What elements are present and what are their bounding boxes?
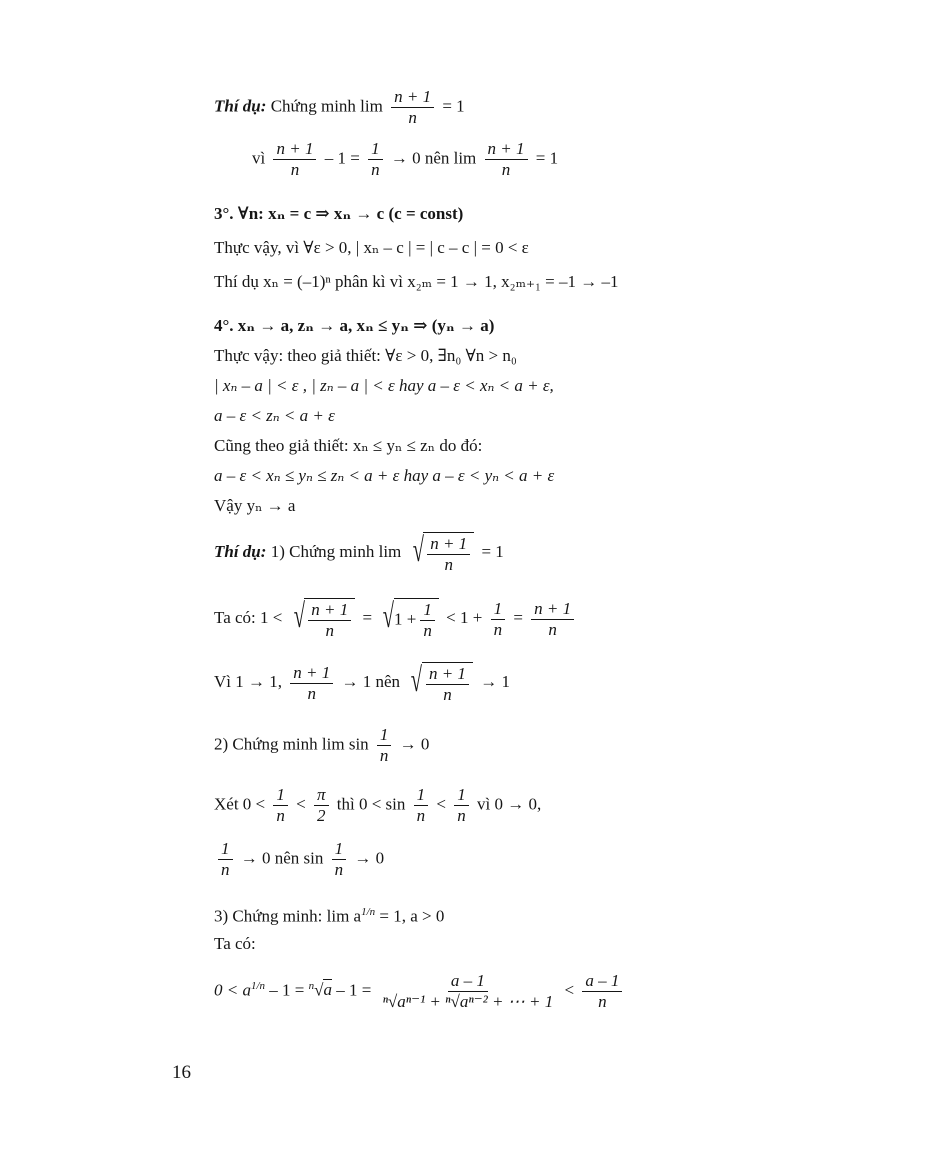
numerator: a – 1 bbox=[582, 972, 622, 992]
example-text: 1) Chứng minh lim bbox=[270, 541, 402, 561]
one-plus: 1 + bbox=[394, 609, 417, 629]
page-number: 16 bbox=[172, 1062, 191, 1083]
numerator: n + 1 bbox=[426, 665, 469, 685]
numerator: n + 1 bbox=[290, 664, 333, 684]
numerator: 1 bbox=[414, 786, 429, 806]
denominator: n bbox=[493, 619, 503, 639]
numerator: 1 bbox=[368, 140, 383, 160]
example-root-statement bbox=[214, 902, 444, 927]
radical-sign-icon: √ bbox=[293, 598, 305, 635]
rhs: = 1 bbox=[481, 541, 504, 561]
property-4-line-2: | xₙ – a | < ε , | zₙ – a | < ε hay a – ε < xₙ < a + ε, bbox=[214, 376, 554, 395]
rhs: = 1, a > 0 bbox=[379, 906, 445, 926]
vi-text: vì bbox=[252, 148, 266, 168]
denominator: n bbox=[501, 160, 511, 179]
text: → 0 nên sin bbox=[240, 848, 324, 868]
denominator: n bbox=[423, 621, 432, 640]
equals: = bbox=[362, 607, 373, 627]
rhs: = 1 bbox=[535, 148, 559, 168]
property-3-line-2: Thí dụ xₙ = (–1)ⁿ phân kì vì x₂ₘ = 1 → 1, x₂ₘ₊₁ = –1 → –1 bbox=[214, 272, 619, 291]
fraction bbox=[368, 140, 383, 179]
numerator: 1 bbox=[420, 601, 435, 621]
numerator: 1 bbox=[273, 786, 288, 806]
rhs: → 0 bbox=[399, 734, 430, 754]
denominator: n bbox=[307, 683, 316, 703]
fraction bbox=[391, 88, 434, 127]
text: thì 0 < sin bbox=[336, 794, 406, 814]
denominator: n bbox=[276, 806, 285, 825]
taco-text: Ta có: 1 < bbox=[214, 607, 283, 627]
numerator: 1 bbox=[332, 840, 347, 860]
fraction bbox=[485, 140, 528, 179]
equals: = bbox=[513, 607, 523, 627]
fraction bbox=[454, 786, 469, 825]
radicand: a bbox=[323, 980, 332, 1000]
denominator: n bbox=[379, 746, 389, 765]
denominator: n bbox=[221, 860, 230, 879]
square-root bbox=[409, 532, 475, 574]
denominator: n bbox=[443, 685, 452, 704]
fraction bbox=[491, 600, 506, 639]
fraction bbox=[420, 601, 435, 640]
text: – 1 = bbox=[336, 980, 372, 1000]
fraction bbox=[332, 840, 347, 879]
mid-text: – 1 = bbox=[324, 148, 360, 168]
numerator: n + 1 bbox=[308, 601, 351, 621]
example-2-statement bbox=[214, 532, 504, 574]
fraction bbox=[308, 601, 351, 640]
text: Xét 0 < bbox=[214, 794, 266, 814]
rhs: = 1 bbox=[442, 96, 465, 116]
text: Vì 1 → 1, bbox=[214, 671, 282, 691]
root-proof-formula bbox=[214, 972, 626, 1011]
numerator: n + 1 bbox=[531, 600, 574, 620]
property-4-heading: 4°. xₙ → a, zₙ → a, xₙ ≤ yₙ ⇒ (yₙ → a) bbox=[214, 316, 495, 335]
numerator: 1 bbox=[491, 600, 506, 620]
example-text: Chứng minh lim bbox=[270, 96, 383, 116]
property-4-line-4: Cũng theo giả thiết: xₙ ≤ yₙ ≤ zₙ do đó: bbox=[214, 436, 483, 455]
property-4-line-6: Vậy yₙ → a bbox=[214, 496, 296, 515]
sin-conclusion bbox=[214, 840, 384, 879]
denominator: n bbox=[416, 806, 426, 825]
numerator: 1 bbox=[377, 726, 392, 746]
numerator: n + 1 bbox=[273, 140, 316, 160]
less-than: < bbox=[436, 794, 446, 814]
denominator: n bbox=[548, 619, 557, 639]
denominator: n bbox=[408, 108, 417, 127]
example-sin-statement bbox=[214, 726, 429, 765]
radicand bbox=[423, 532, 474, 574]
less-than: < 1 + bbox=[446, 607, 483, 627]
text: 0 < a bbox=[214, 980, 251, 1000]
numerator: n + 1 bbox=[485, 140, 528, 160]
denominator: n bbox=[290, 160, 300, 179]
example-2-proof bbox=[214, 598, 578, 640]
fraction bbox=[414, 786, 429, 825]
example-1-statement bbox=[214, 88, 465, 127]
denominator: n bbox=[334, 860, 344, 879]
fraction bbox=[380, 972, 557, 1011]
fraction bbox=[218, 840, 233, 879]
denominator: n bbox=[371, 160, 380, 179]
numerator: n + 1 bbox=[391, 88, 434, 108]
root-proof-intro: Ta có: bbox=[214, 934, 256, 953]
example-label: Thí dụ: bbox=[214, 541, 267, 561]
example-1-proof bbox=[252, 140, 558, 179]
radical-sign-icon: √ bbox=[314, 980, 324, 1000]
numerator: 1 bbox=[218, 840, 233, 860]
less-than: < bbox=[296, 794, 306, 814]
fraction bbox=[273, 786, 288, 825]
denominator: 2 bbox=[317, 806, 326, 825]
square-root bbox=[290, 598, 356, 640]
example-2-conclusion bbox=[214, 662, 510, 704]
denominator: n bbox=[598, 992, 607, 1011]
numerator: π bbox=[314, 786, 329, 806]
property-4-line-3: a – ε < zₙ < a + ε bbox=[214, 406, 335, 425]
property-4-line-5: a – ε < xₙ ≤ yₙ ≤ zₙ < a + ε hay a – ε < yₙ < a + ε bbox=[214, 466, 555, 485]
numerator: 1 bbox=[454, 786, 469, 806]
fraction bbox=[531, 600, 574, 639]
property-4-line-1: Thực vậy: theo giả thiết: ∀ε > 0, ∃n₀ ∀n > n₀ bbox=[214, 346, 517, 365]
radicand bbox=[304, 598, 355, 640]
property-3-heading: 3°. ∀n: xₙ = c ⇒ xₙ → c (c = const) bbox=[214, 204, 464, 223]
text: → 1 bbox=[480, 671, 510, 691]
rhs: → 0 bbox=[354, 848, 385, 868]
exponent: 1/n bbox=[250, 979, 266, 992]
radical-sign-icon: √ bbox=[412, 532, 424, 569]
fraction bbox=[426, 665, 469, 704]
example-label: Thí dụ: bbox=[214, 96, 267, 116]
fraction bbox=[427, 535, 470, 574]
radical-sign-icon: √ bbox=[383, 598, 395, 635]
denominator: ⁿ√aⁿ⁻¹ + ⁿ√aⁿ⁻² + ⋯ + 1 bbox=[382, 992, 554, 1011]
fraction bbox=[290, 664, 333, 703]
square-root bbox=[407, 662, 473, 704]
fraction bbox=[582, 972, 622, 1011]
denominator: n bbox=[457, 806, 466, 825]
sin-proof bbox=[214, 786, 541, 825]
numerator: n + 1 bbox=[427, 535, 470, 555]
root-index: n bbox=[308, 979, 315, 992]
text: 2) Chứng minh lim sin bbox=[214, 734, 369, 754]
property-3-line-1: Thực vậy, vì ∀ε > 0, | xₙ – c | = | c – c | = 0 < ε bbox=[214, 238, 529, 257]
denominator: n bbox=[444, 555, 453, 574]
less-than: < bbox=[564, 980, 575, 1000]
text: vì 0 → 0, bbox=[476, 794, 542, 814]
text: → 1 nên bbox=[341, 671, 401, 691]
denominator: n bbox=[325, 621, 335, 640]
text: – 1 = bbox=[269, 980, 305, 1000]
radicand bbox=[394, 598, 439, 640]
fraction bbox=[314, 786, 329, 825]
radicand bbox=[422, 662, 473, 704]
exponent: 1/n bbox=[361, 906, 376, 918]
square-root bbox=[379, 598, 439, 640]
text: 3) Chứng minh: lim a bbox=[214, 906, 362, 926]
fraction bbox=[377, 726, 392, 765]
radical-sign-icon: √ bbox=[411, 662, 423, 699]
arrow-text: → 0 nên lim bbox=[390, 148, 477, 168]
numerator: a – 1 bbox=[448, 972, 488, 992]
fraction bbox=[273, 140, 316, 179]
